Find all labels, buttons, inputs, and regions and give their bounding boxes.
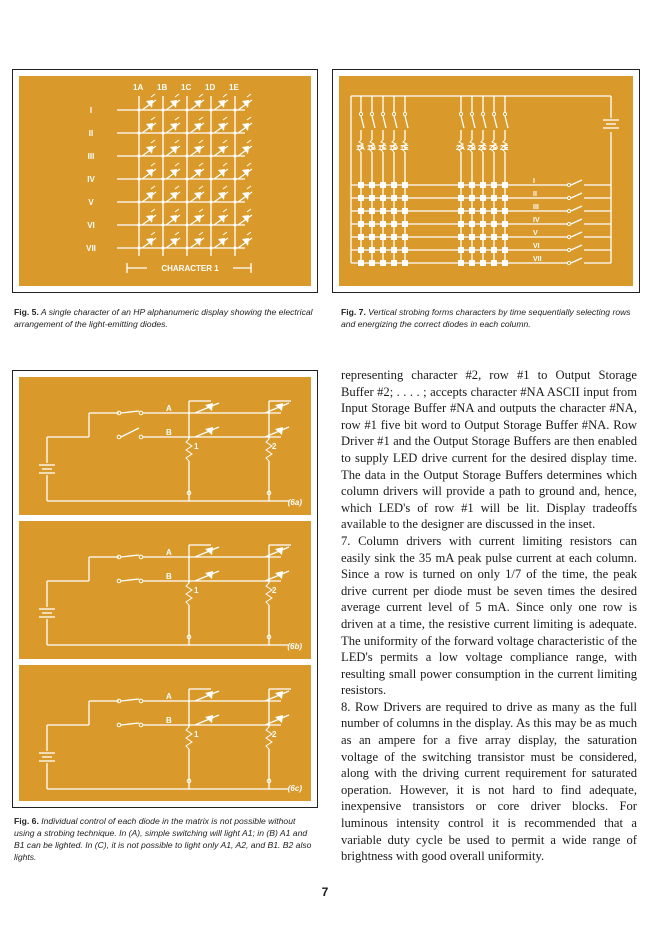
column-label-1E: 1E — [229, 83, 239, 92]
led-cell — [480, 221, 486, 227]
led-diode-light — [199, 186, 203, 189]
row-label-I: I — [89, 106, 93, 115]
led-cell — [469, 195, 475, 201]
led-cell — [491, 195, 497, 201]
figure-7-caption-text: Vertical strobing forms characters by time sequentially selecting rows and energizing the correct diodes in each column. — [341, 307, 631, 329]
led-cell — [358, 182, 364, 188]
led-diode-light — [151, 117, 155, 120]
switch-a-contact-right — [139, 411, 143, 415]
led-cell — [358, 260, 364, 266]
led-diode-light — [223, 140, 227, 143]
led-cell — [369, 182, 375, 188]
column-label-1D: 1D — [205, 83, 216, 92]
body-paragraph-2: 7. Column drivers with current limiting resistors can easily sink the 35 mA peak pulse current at each column. Since a row is turned on only 1/7 of the time, the peak drive current per diode must be seven times the desired average current level of 5 mA. Since only one row is driven at a time, the resistive current limiting is adequate. The uniformity of the forward voltage characteristic of the LED's permits a low voltage compliance range, with resulting small power consumption in the current limiting resistors. — [341, 533, 637, 698]
led-cell — [480, 247, 486, 253]
row-label-VII: VII — [86, 244, 96, 253]
led-cell — [469, 221, 475, 227]
body-text — [341, 367, 637, 865]
label-2: 2 — [272, 586, 277, 595]
switch-b-blade — [121, 723, 139, 725]
led-cell — [480, 208, 486, 214]
switch-b-blade — [121, 428, 139, 437]
label-b: B — [166, 572, 172, 581]
group2-label-2B: 2B — [467, 145, 476, 152]
junction-dot — [233, 108, 236, 111]
matrix-diode-arrow-0 — [205, 403, 213, 411]
junction-dot — [161, 131, 164, 134]
row-label-III: III — [533, 204, 539, 211]
column-switch-blade — [483, 116, 486, 128]
panel-tag: (6b) — [287, 642, 302, 651]
led-cell — [391, 234, 397, 240]
led-diode-light — [247, 163, 251, 166]
led-cell — [480, 182, 486, 188]
junction-dot — [161, 154, 164, 157]
led-diode-light — [223, 94, 227, 97]
group1-label-1A: 1A — [356, 145, 365, 152]
led-cell — [469, 260, 475, 266]
junction-dot — [137, 200, 140, 203]
led-cell — [502, 234, 508, 240]
junction-dot — [233, 177, 236, 180]
led-cell — [491, 247, 497, 253]
junction-dot — [137, 131, 140, 134]
figure-6-caption — [14, 815, 314, 863]
row-switch-contact — [567, 235, 570, 238]
switch-a-contact-right — [139, 699, 143, 703]
fig7-strobing-diagram — [339, 76, 633, 286]
led-cell — [402, 208, 408, 214]
led-cell — [480, 234, 486, 240]
led-cell — [469, 247, 475, 253]
led-cell — [358, 234, 364, 240]
led-cell — [502, 247, 508, 253]
figure-5-caption — [14, 306, 314, 330]
row-label-VI: VI — [87, 221, 95, 230]
led-diode-light — [175, 117, 179, 120]
label-1: 1 — [194, 442, 199, 451]
led-cell — [369, 208, 375, 214]
junction-dot — [185, 131, 188, 134]
led-cell — [458, 221, 464, 227]
led-diode-light — [151, 209, 155, 212]
junction-dot — [137, 154, 140, 157]
led-cell — [369, 247, 375, 253]
figure-6-caption-text: Individual control of each diode in the matrix is not possible without using a strobing technique. In (A), simple switching will light A1; in (B) A1 and B1 can be lighted. In (C), it is not possible to light only A1, A2, and B1. B2 also lights. — [14, 816, 312, 862]
led-diode-light — [199, 163, 203, 166]
led-diode-light — [175, 209, 179, 212]
figure-7-caption-label: Fig. 7. — [341, 307, 366, 317]
column-switch-contact — [503, 112, 506, 115]
fig5-matrix-diagram — [19, 76, 311, 286]
column-switch-contact — [359, 112, 362, 115]
led-diode-light — [199, 232, 203, 235]
junction-dot — [137, 246, 140, 249]
led-diode-light — [199, 209, 203, 212]
led-cell — [391, 182, 397, 188]
led-cell — [380, 195, 386, 201]
led-cell — [458, 195, 464, 201]
junction-dot — [185, 177, 188, 180]
led-cell — [358, 208, 364, 214]
led-cell — [458, 260, 464, 266]
led-cell — [380, 221, 386, 227]
switch-b-contact-left — [117, 579, 121, 583]
led-cell — [502, 260, 508, 266]
led-diode-light — [247, 117, 251, 120]
junction-dot — [185, 108, 188, 111]
junction-dot — [161, 108, 164, 111]
row-switch-blade — [571, 219, 582, 224]
label-b: B — [166, 716, 172, 725]
matrix-diode-arrow-0 — [205, 547, 213, 555]
junction-dot — [209, 154, 212, 157]
group2-label-2D: 2D — [489, 145, 498, 152]
matrix-diode-arrow-1 — [205, 571, 213, 579]
led-cell — [502, 195, 508, 201]
led-cell — [502, 221, 508, 227]
switch-b-contact-left — [117, 723, 121, 727]
junction-dot — [209, 108, 212, 111]
group1-label-1D: 1D — [389, 145, 398, 152]
page-number: 7 — [321, 885, 329, 899]
led-cell — [369, 195, 375, 201]
junction-dot — [137, 108, 140, 111]
figure-6c-panel — [19, 665, 311, 801]
column-switch-blade — [383, 116, 386, 128]
row-switch-contact — [567, 209, 570, 212]
row-label-IV: IV — [87, 175, 95, 184]
column-switch-contact — [470, 112, 473, 115]
led-cell — [402, 234, 408, 240]
fig6a-diagram — [19, 377, 311, 515]
junction-dot — [161, 246, 164, 249]
junction-dot — [185, 200, 188, 203]
led-cell — [358, 221, 364, 227]
led-cell — [369, 260, 375, 266]
switch-a-blade — [121, 555, 139, 557]
fig6c-diagram — [19, 665, 311, 801]
led-cell — [491, 221, 497, 227]
column-label-1C: 1C — [181, 83, 192, 92]
led-cell — [402, 247, 408, 253]
junction-dot — [233, 200, 236, 203]
junction-dot — [161, 200, 164, 203]
led-diode-light — [247, 209, 251, 212]
column-switch-blade — [394, 116, 397, 128]
led-cell — [402, 195, 408, 201]
led-cell — [502, 208, 508, 214]
matrix-diode-arrow-3 — [275, 715, 283, 723]
led-cell — [502, 182, 508, 188]
row-switch-blade — [571, 232, 582, 237]
switch-b-contact-left — [117, 435, 121, 439]
label-b: B — [166, 428, 172, 437]
group1-label-1B: 1B — [367, 145, 376, 152]
led-cell — [458, 234, 464, 240]
column-1-resistor — [186, 727, 192, 749]
figure-6b-panel — [19, 521, 311, 659]
led-diode-light — [199, 117, 203, 120]
junction-dot — [209, 177, 212, 180]
junction-dot — [185, 223, 188, 226]
junction-dot — [137, 223, 140, 226]
column-switch-blade — [461, 116, 464, 128]
figure-7-panel — [339, 76, 633, 286]
led-diode-light — [199, 140, 203, 143]
row-label-V: V — [88, 198, 94, 207]
row-switch-contact — [567, 196, 570, 199]
led-diode-light — [175, 186, 179, 189]
label-2: 2 — [272, 442, 277, 451]
matrix-diode-arrow-2 — [275, 547, 283, 555]
column-switch-contact — [381, 112, 384, 115]
panel-tag: (6a) — [287, 498, 302, 507]
led-cell — [380, 208, 386, 214]
column-switch-contact — [459, 112, 462, 115]
row-switch-contact — [567, 248, 570, 251]
row-label-II: II — [533, 191, 537, 198]
row-label-II: II — [88, 129, 94, 138]
led-cell — [491, 182, 497, 188]
matrix-diode-arrow-0 — [205, 691, 213, 699]
led-cell — [458, 182, 464, 188]
led-cell — [469, 208, 475, 214]
junction-dot — [209, 223, 212, 226]
column-switch-blade — [405, 116, 408, 128]
led-diode-light — [223, 117, 227, 120]
junction-dot — [233, 246, 236, 249]
group2-label-2C: 2C — [478, 145, 487, 152]
led-cell — [469, 182, 475, 188]
led-diode-light — [151, 163, 155, 166]
row-label-IV: IV — [533, 217, 540, 224]
led-cell — [380, 260, 386, 266]
switch-a-blade — [121, 699, 139, 701]
row-label-VII: VII — [533, 256, 542, 263]
group1-label-1E: 1E — [400, 145, 409, 152]
figure-6 — [12, 370, 318, 808]
label-2: 2 — [272, 730, 277, 739]
group2-label-2E: 2E — [500, 145, 509, 152]
column-switch-blade — [472, 116, 475, 128]
column-switch-contact — [392, 112, 395, 115]
switch-b-contact-right — [139, 723, 143, 727]
led-cell — [391, 208, 397, 214]
column-switch-blade — [361, 116, 364, 128]
matrix-diode-arrow-3 — [275, 427, 283, 435]
figure-6-caption-label: Fig. 6. — [14, 816, 39, 826]
label-a: A — [166, 548, 172, 557]
junction-dot — [161, 177, 164, 180]
junction-dot — [233, 154, 236, 157]
label-a: A — [166, 404, 172, 413]
led-cell — [391, 247, 397, 253]
figure-5-caption-label: Fig. 5. — [14, 307, 39, 317]
junction-dot — [185, 154, 188, 157]
row-label-V: V — [533, 230, 538, 237]
body-paragraph-3: 8. Row Drivers are required to drive as many as the full number of columns in the display. As this may be as much as an ampere for a five array display, the saturation voltage of the switching transistor must be considered, along with the driving current requirement for saturated operation. However, it is not hard to find adequate, inexpensive transistors or core driver blocks. For luminous intensity control it is recommended that a variable duty cycle be used to permit a wide range of brightness with good overall uniformity. — [341, 699, 637, 864]
led-cell — [491, 234, 497, 240]
switch-a-blade — [121, 411, 139, 413]
column-1-resistor — [186, 439, 192, 461]
row-label-III: III — [87, 152, 95, 161]
row-switch-blade — [571, 180, 582, 185]
led-cell — [358, 247, 364, 253]
column-switch-contact — [403, 112, 406, 115]
label-1: 1 — [194, 586, 199, 595]
led-diode-light — [175, 94, 179, 97]
body-paragraph-1: representing character #2, row #1 to Output Storage Buffer #2; . . . . ; accepts character #NA ASCII input from Input Storage Buffer #NA and outputs the character #NA, row #1 five bit word to Output Storage Buffer #NA. Row Driver #1 and the Output Storage Buffers are then enabled to supply LED drive current for the desired display time. The data in the Output Storage Buffers determines which column drivers will provide a path to ground and, hence, which LED's of row #1 will be lit. Display tradeoffs available to the designer are discussed in the inset. — [341, 368, 637, 532]
matrix-diode-arrow-2 — [275, 403, 283, 411]
led-diode-light — [175, 140, 179, 143]
junction-dot — [161, 223, 164, 226]
row-switch-contact — [567, 183, 570, 186]
junction-dot — [233, 131, 236, 134]
led-cell — [391, 221, 397, 227]
led-diode-light — [151, 232, 155, 235]
row-switch-blade — [571, 206, 582, 211]
character-label: CHARACTER 1 — [161, 264, 219, 273]
led-diode-light — [247, 186, 251, 189]
led-cell — [480, 260, 486, 266]
switch-a-contact-right — [139, 555, 143, 559]
led-cell — [391, 260, 397, 266]
row-label-I: I — [533, 178, 535, 185]
figure-5-panel — [19, 76, 311, 286]
led-cell — [391, 195, 397, 201]
row-switch-contact — [567, 222, 570, 225]
column-1-resistor — [186, 583, 192, 605]
led-cell — [369, 221, 375, 227]
led-cell — [380, 247, 386, 253]
switch-b-contact-right — [139, 435, 143, 439]
fig6b-diagram — [19, 521, 311, 659]
led-cell — [491, 260, 497, 266]
led-diode-light — [247, 94, 251, 97]
led-cell — [402, 182, 408, 188]
led-cell — [458, 208, 464, 214]
led-diode-light — [199, 94, 203, 97]
led-cell — [491, 208, 497, 214]
led-cell — [458, 247, 464, 253]
figure-7 — [332, 69, 640, 293]
junction-dot — [209, 200, 212, 203]
junction-dot — [209, 131, 212, 134]
label-1: 1 — [194, 730, 199, 739]
column-switch-contact — [370, 112, 373, 115]
led-cell — [480, 195, 486, 201]
led-diode-light — [151, 140, 155, 143]
led-diode-light — [223, 163, 227, 166]
led-cell — [402, 221, 408, 227]
junction-dot — [137, 177, 140, 180]
led-cell — [402, 260, 408, 266]
row-switch-blade — [571, 245, 582, 250]
junction-dot — [209, 246, 212, 249]
led-diode-light — [223, 186, 227, 189]
junction-dot — [233, 223, 236, 226]
led-diode-light — [151, 186, 155, 189]
junction-dot — [185, 246, 188, 249]
group2-label-2A: 2A — [456, 145, 465, 152]
switch-b-contact-right — [139, 579, 143, 583]
label-a: A — [166, 692, 172, 701]
figure-7-caption — [341, 306, 637, 330]
led-diode-light — [223, 209, 227, 212]
led-cell — [380, 182, 386, 188]
led-diode-light — [175, 163, 179, 166]
column-switch-contact — [492, 112, 495, 115]
led-diode-light — [223, 232, 227, 235]
column-switch-blade — [494, 116, 497, 128]
led-cell — [369, 234, 375, 240]
led-diode-light — [247, 140, 251, 143]
row-switch-blade — [571, 258, 582, 263]
matrix-diode-arrow-3 — [275, 571, 283, 579]
led-diode-light — [247, 232, 251, 235]
matrix-diode-arrow-2 — [275, 691, 283, 699]
column-label-1A: 1A — [133, 83, 144, 92]
switch-b-blade — [121, 579, 139, 581]
matrix-diode-arrow-1 — [205, 715, 213, 723]
led-cell — [380, 234, 386, 240]
group1-label-1C: 1C — [378, 145, 387, 152]
column-switch-blade — [505, 116, 508, 128]
row-switch-contact — [567, 261, 570, 264]
panel-tag: (6c) — [287, 784, 302, 793]
column-switch-blade — [372, 116, 375, 128]
figure-6a-panel — [19, 377, 311, 515]
row-switch-blade — [571, 193, 582, 198]
column-switch-contact — [481, 112, 484, 115]
led-cell — [358, 195, 364, 201]
column-label-1B: 1B — [157, 83, 168, 92]
led-diode-light — [175, 232, 179, 235]
figure-5-caption-text: A single character of an HP alphanumeric display showing the electrical arrangement of the light-emitting diodes. — [14, 307, 313, 329]
row-label-VI: VI — [533, 243, 540, 250]
led-diode-light — [151, 94, 155, 97]
led-cell — [469, 234, 475, 240]
matrix-diode-arrow-1 — [205, 427, 213, 435]
figure-5 — [12, 69, 318, 293]
